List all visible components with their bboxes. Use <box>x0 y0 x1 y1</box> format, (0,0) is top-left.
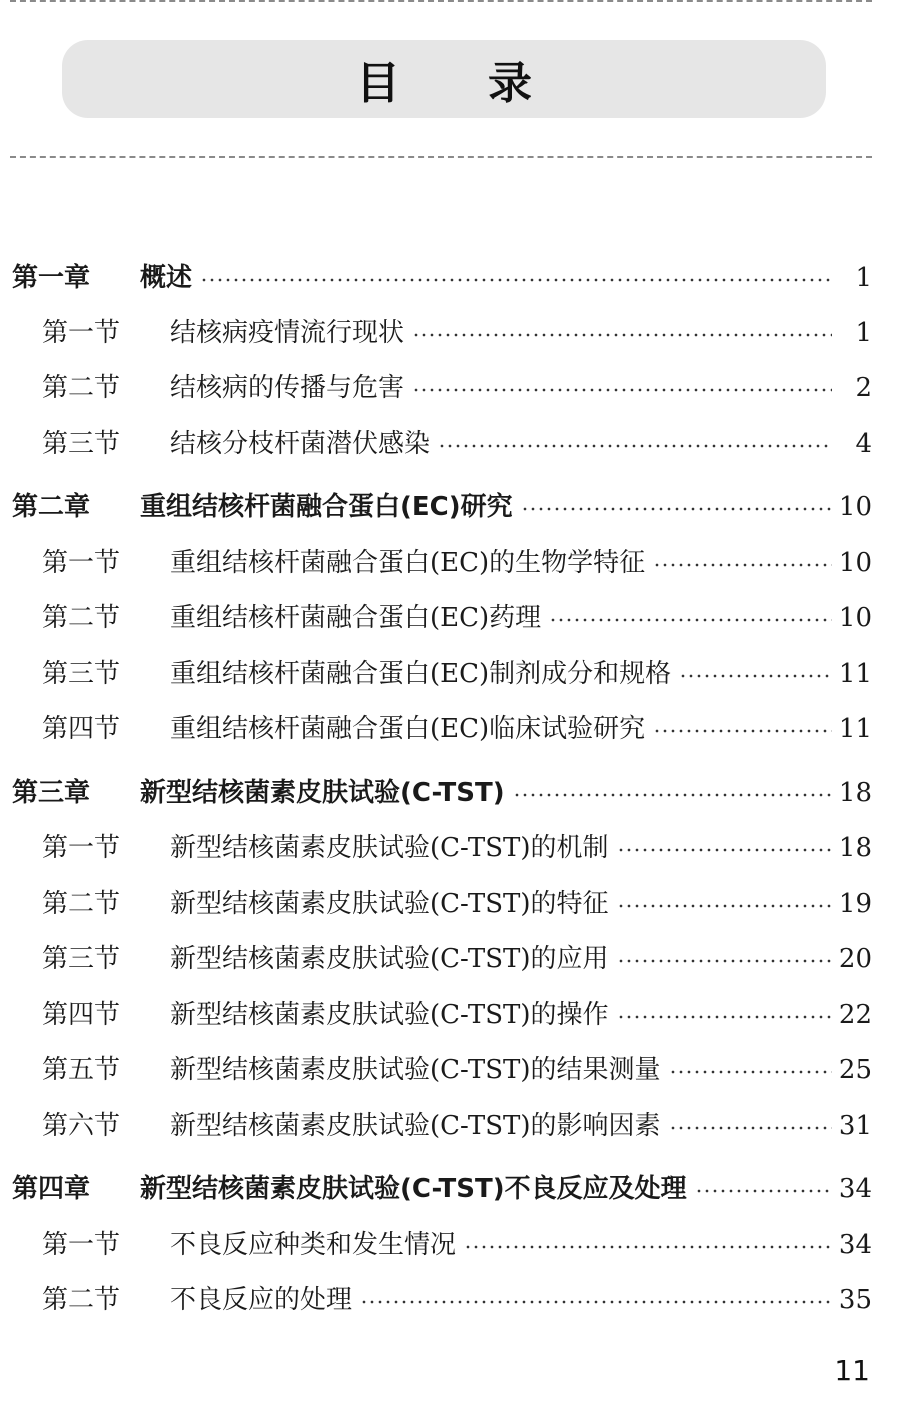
section-title: 重组结核杆菌融合蛋白(EC)制剂成分和规格 <box>170 659 672 689</box>
section-title: 结核病疫情流行现状 <box>170 318 405 348</box>
entry-page-number: 10 <box>838 548 872 578</box>
entry-page-number: 1 <box>855 263 872 293</box>
entry-page-number: 1 <box>855 318 872 348</box>
toc-section-entry[interactable] <box>42 884 872 924</box>
toc-section-entry[interactable] <box>42 828 872 868</box>
section-number: 第六节 <box>42 1111 121 1141</box>
header-dashed-rule <box>10 156 872 158</box>
section-title: 结核病的传播与危害 <box>170 373 405 403</box>
section-title: 不良反应种类和发生情况 <box>170 1230 457 1260</box>
section-title: 新型结核菌素皮肤试验(C-TST)的机制 <box>170 833 609 863</box>
entry-page-number: 18 <box>838 833 872 863</box>
leader-dots <box>669 1126 832 1130</box>
leader-dots <box>521 507 832 511</box>
leader-dots <box>617 959 832 963</box>
entry-page-number: 10 <box>838 492 872 522</box>
chapter-number: 第一章 <box>12 263 91 293</box>
page-title: 目录 <box>356 58 620 109</box>
chapter-title: 新型结核菌素皮肤试验(C-TST)不良反应及处理 <box>140 1174 687 1204</box>
leader-dots <box>653 729 832 733</box>
section-number: 第四节 <box>42 714 121 744</box>
toc-section-entry[interactable] <box>42 654 872 694</box>
section-number: 第一节 <box>42 833 121 863</box>
toc-chapter-entry[interactable] <box>12 773 872 813</box>
section-title: 结核分枝杆菌潜伏感染 <box>170 429 431 459</box>
entry-page-number: 20 <box>838 944 872 974</box>
toc-section-entry[interactable] <box>42 1050 872 1090</box>
entry-page-number: 4 <box>855 429 872 459</box>
section-title: 新型结核菌素皮肤试验(C-TST)的操作 <box>170 1000 609 1030</box>
entry-page-number: 31 <box>838 1111 872 1141</box>
toc-section-entry[interactable] <box>42 313 872 353</box>
top-dashed-rule <box>10 0 872 2</box>
section-title: 新型结核菌素皮肤试验(C-TST)的影响因素 <box>170 1111 661 1141</box>
section-number: 第一节 <box>42 1230 121 1260</box>
leader-dots <box>617 848 832 852</box>
section-number: 第三节 <box>42 429 121 459</box>
leader-dots <box>513 793 832 797</box>
leader-dots <box>617 904 832 908</box>
leader-dots <box>200 278 832 282</box>
section-number: 第一节 <box>42 548 121 578</box>
section-title: 新型结核菌素皮肤试验(C-TST)的结果测量 <box>170 1055 661 1085</box>
toc-section-entry[interactable] <box>42 939 872 979</box>
entry-page-number: 10 <box>838 603 872 633</box>
entry-page-number: 11 <box>838 659 872 689</box>
chapter-title: 新型结核菌素皮肤试验(C-TST) <box>140 778 505 808</box>
entry-page-number: 18 <box>838 778 872 808</box>
toc-section-entry[interactable] <box>42 598 872 638</box>
leader-dots <box>464 1245 832 1249</box>
toc-chapter-entry[interactable] <box>12 487 872 527</box>
leader-dots <box>695 1189 832 1193</box>
section-number: 第三节 <box>42 944 121 974</box>
entry-page-number: 2 <box>855 373 872 403</box>
leader-dots <box>412 388 832 392</box>
section-number: 第五节 <box>42 1055 121 1085</box>
entry-page-number: 34 <box>838 1230 872 1260</box>
entry-page-number: 34 <box>838 1174 872 1204</box>
toc-section-entry[interactable] <box>42 995 872 1035</box>
toc-header-banner <box>62 40 826 118</box>
section-number: 第一节 <box>42 318 121 348</box>
leader-dots <box>360 1300 832 1304</box>
chapter-number: 第三章 <box>12 778 91 808</box>
entry-page-number: 19 <box>838 889 872 919</box>
entry-page-number: 22 <box>838 1000 872 1030</box>
toc-chapter-entry[interactable] <box>12 1169 872 1209</box>
section-number: 第三节 <box>42 659 121 689</box>
chapter-number: 第二章 <box>12 492 91 522</box>
section-title: 新型结核菌素皮肤试验(C-TST)的特征 <box>170 889 609 919</box>
entry-page-number: 35 <box>838 1285 872 1315</box>
leader-dots <box>653 563 832 567</box>
toc-section-entry[interactable] <box>42 1280 872 1320</box>
chapter-number: 第四章 <box>12 1174 91 1204</box>
section-number: 第二节 <box>42 1285 121 1315</box>
section-number: 第四节 <box>42 1000 121 1030</box>
chapter-title: 概述 <box>140 263 193 293</box>
leader-dots <box>549 618 832 622</box>
toc-section-entry[interactable] <box>42 424 872 464</box>
toc-section-entry[interactable] <box>42 543 872 583</box>
section-number: 第二节 <box>42 889 121 919</box>
toc-section-entry[interactable] <box>42 368 872 408</box>
toc-section-entry[interactable] <box>42 709 872 749</box>
toc-section-entry[interactable] <box>42 1225 872 1265</box>
section-title: 重组结核杆菌融合蛋白(EC)临床试验研究 <box>170 714 646 744</box>
entry-page-number: 25 <box>838 1055 872 1085</box>
leader-dots <box>438 444 832 448</box>
section-title: 重组结核杆菌融合蛋白(EC)的生物学特征 <box>170 548 646 578</box>
leader-dots <box>679 674 832 678</box>
toc-chapter-entry[interactable] <box>12 258 872 298</box>
page-number: 11 <box>834 1354 870 1387</box>
section-number: 第二节 <box>42 373 121 403</box>
section-title: 重组结核杆菌融合蛋白(EC)药理 <box>170 603 542 633</box>
section-title: 不良反应的处理 <box>170 1285 353 1315</box>
leader-dots <box>412 333 832 337</box>
toc-section-entry[interactable] <box>42 1106 872 1146</box>
section-title: 新型结核菌素皮肤试验(C-TST)的应用 <box>170 944 609 974</box>
chapter-title: 重组结核杆菌融合蛋白(EC)研究 <box>140 492 513 522</box>
leader-dots <box>669 1070 832 1074</box>
section-number: 第二节 <box>42 603 121 633</box>
entry-page-number: 11 <box>838 714 872 744</box>
leader-dots <box>617 1015 832 1019</box>
